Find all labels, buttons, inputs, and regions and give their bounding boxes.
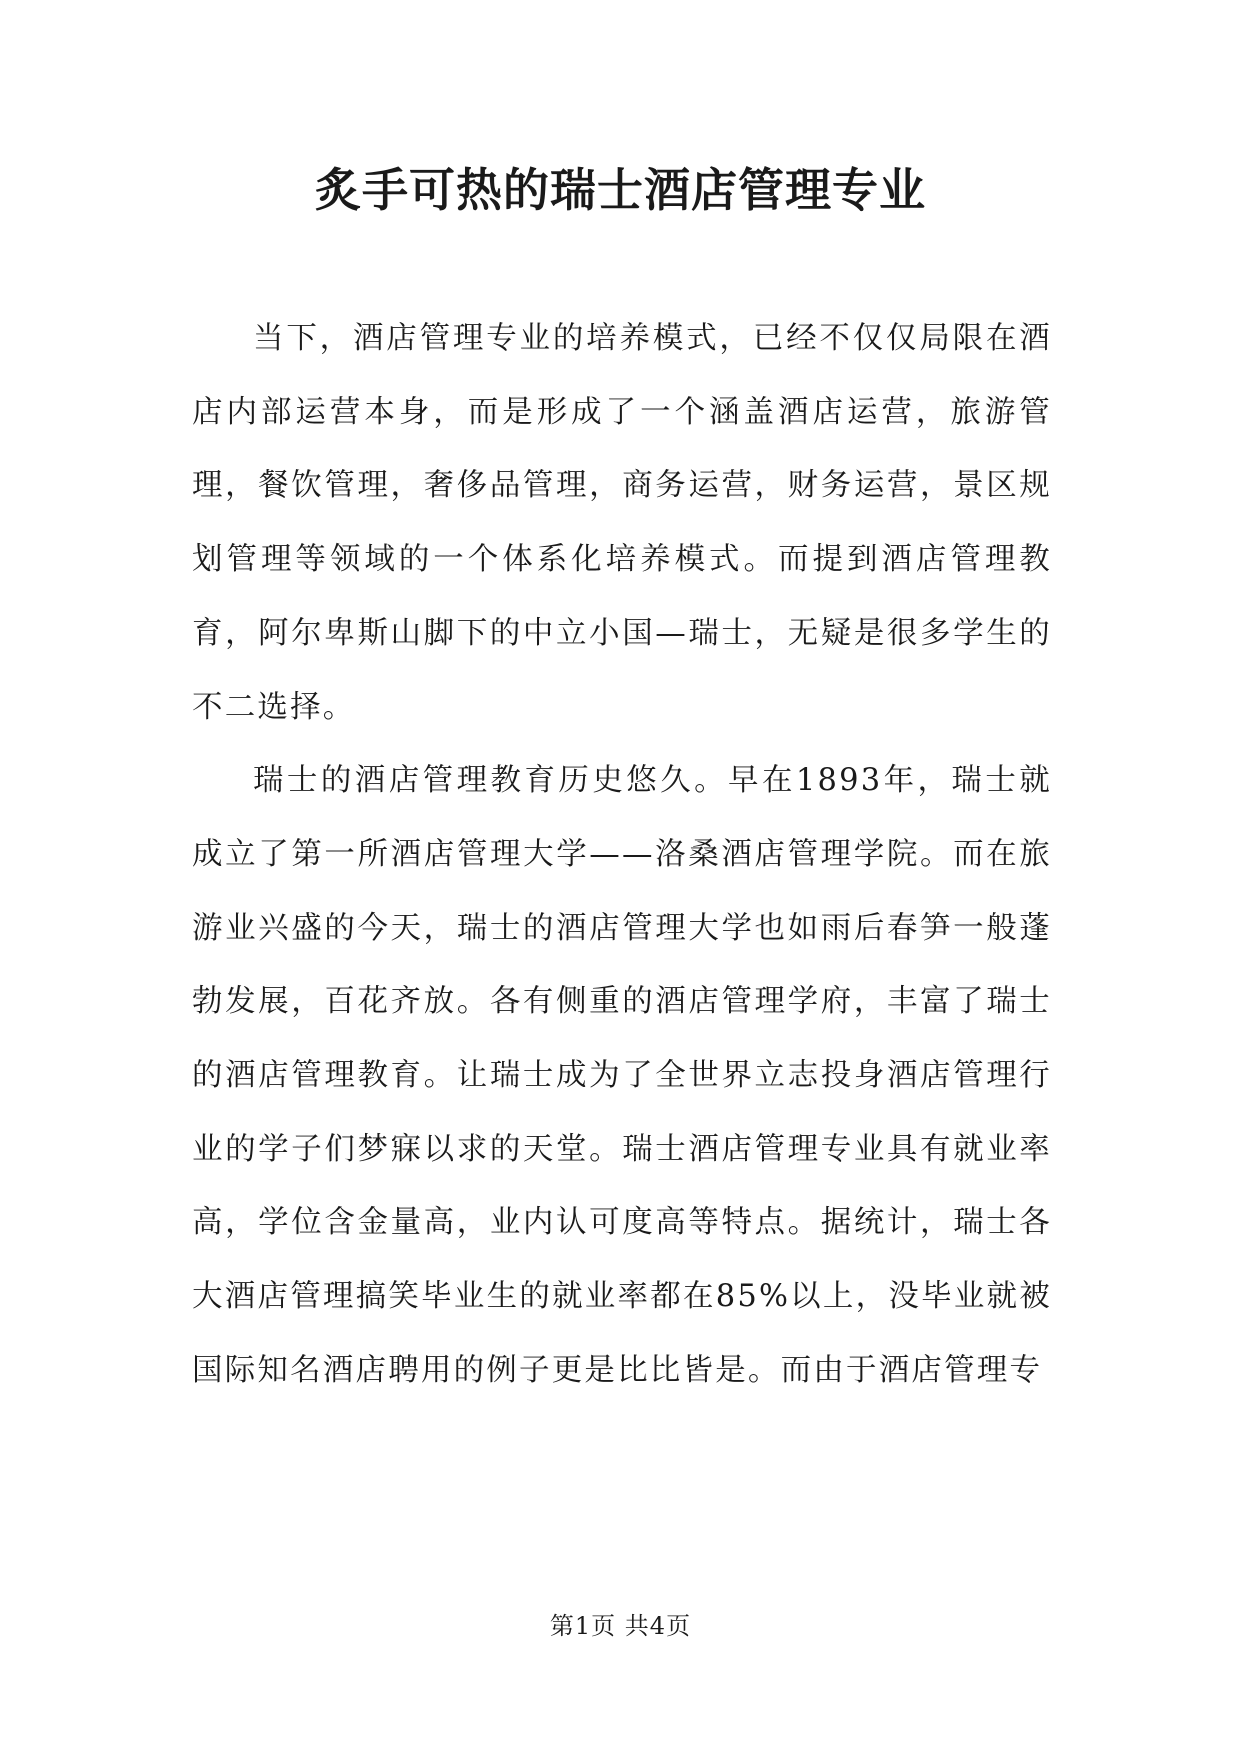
paragraph: 当下，酒店管理专业的培养模式，已经不仅仅局限在酒店内部运营本身，而是形成了一个涵盖酒店运营，旅游管理，餐饮管理，奢侈品管理，商务运营，财务运营，景区规划管理等领域的一个体系化培养模式。而提到酒店管理教育，阿尔卑斯山脚下的中立小国—瑞士，无疑是很多学生的不二选择。 — [192, 321, 1052, 725]
document-title: 炙手可热的瑞士酒店管理专业 — [315, 163, 926, 217]
document-body — [192, 302, 1052, 1408]
paragraph: 瑞士的酒店管理教育历史悠久。早在1893年，瑞士就成立了第一所酒店管理大学——洛桑酒店管理学院。而在旅游业兴盛的今天，瑞士的酒店管理大学也如雨后春笋一般蓬勃发展，百花齐放。各有侧重的酒店管理学府，丰富了瑞士的酒店管理教育。让瑞士成为了全世界立志投身酒店管理行业的学子们梦寐以求的天堂。瑞士酒店管理专业具有就业率高，学位含金量高，业内认可度高等特点。据统计，瑞士各大酒店管理搞笑毕业生的就业率都在85%以上，没毕业就被国际知名酒店聘用的例子更是比比皆是。而由于酒店管理专 — [192, 763, 1052, 1388]
page-footer: 第1页 共4页 — [549, 1612, 692, 1640]
